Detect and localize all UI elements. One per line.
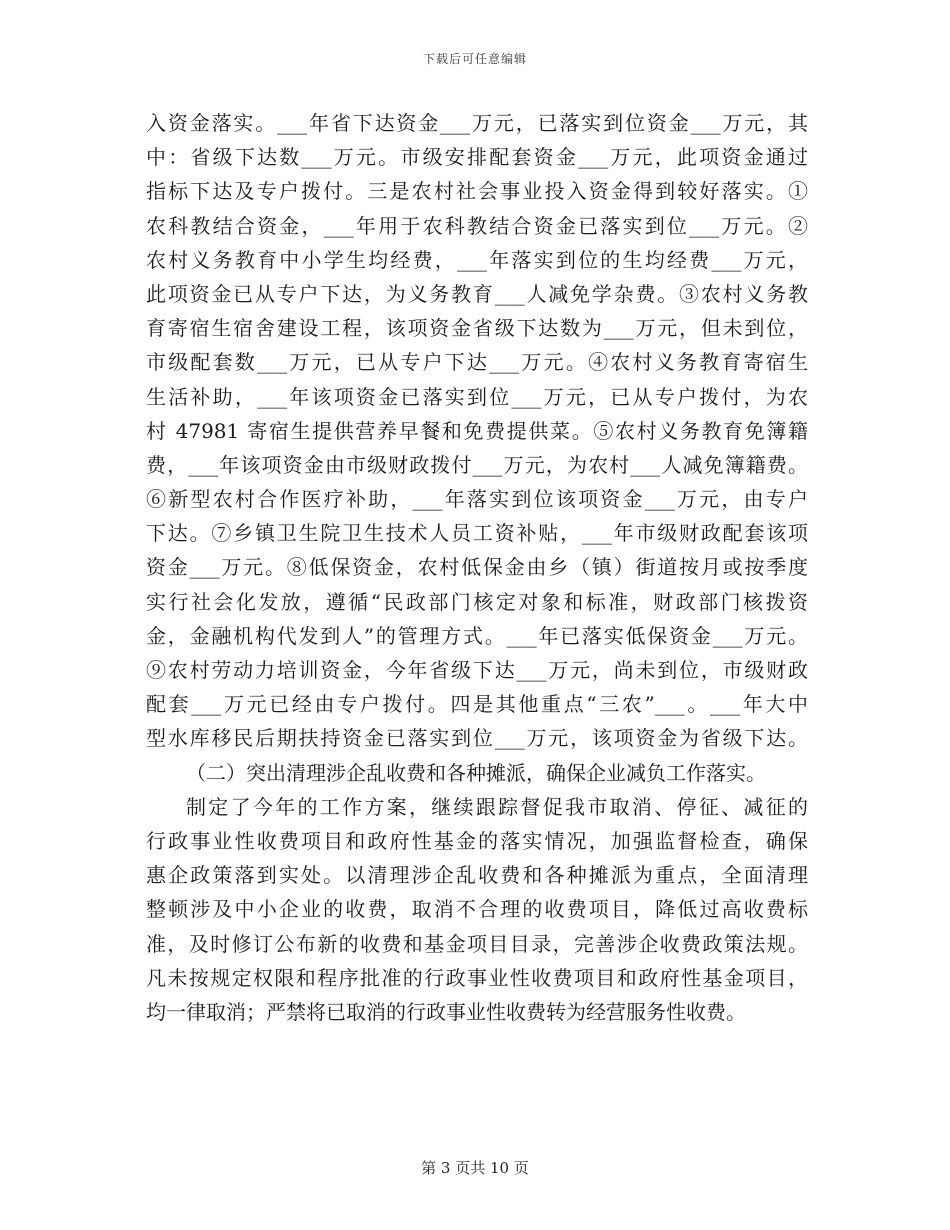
paragraph-line: 农科教结合资金，___年用于农科教结合资金已落实到位___万元。② <box>146 213 808 238</box>
paragraph-line: ⑨农村劳动力培训资金，今年省级下达___万元，尚未到位，市级财政 <box>146 658 808 682</box>
paragraph-line: 均一律取消；严禁将已取消的行政事业性收费转为经营服务性收费。 <box>146 999 746 1024</box>
paragraph-line: 制定了今年的工作方案，继续跟踪督促我市取消、停征、减征的 <box>186 794 808 819</box>
paragraph-line: 育寄宿生宿舍建设工程，该项资金省级下达数为___万元，但未到位， <box>146 316 808 341</box>
document-body <box>146 106 808 1029</box>
paragraph-line: 村 47981 寄宿生提供营养早餐和免费提供菜。⑤农村义务教育免簿籍 <box>146 418 808 443</box>
section-heading: （二）突出清理涉企乱收费和各种摊派，确保企业减负工作落实。 <box>186 760 766 785</box>
paragraph-line: 此项资金已从专户下达，为义务教育___人减免学杂费。③农村义务教 <box>146 281 808 306</box>
paragraph-line: 配套___万元已经由专户拨付。四是其他重点“三农”___。___年大中 <box>146 692 808 717</box>
paragraph-line: 准，及时修订公布新的收费和基金项目目录，完善涉企收费政策法规。 <box>146 931 808 956</box>
page-header-note: 下载后可任意编辑 <box>422 52 527 66</box>
paragraph-line: 型水库移民后期扶持资金已落实到位___万元，该项资金为省级下达。 <box>146 726 808 751</box>
paragraph-line: 指标下达及专户拨付。三是农村社会事业投入资金得到较好落实。① <box>146 179 808 204</box>
paragraph-line: 入资金落实。___年省下达资金___万元，已落实到位资金___万元，其 <box>146 111 808 135</box>
paragraph-line: 金，金融机构代发到人”的管理方式。___年已落实低保资金___万元。 <box>146 623 808 648</box>
paragraph-line: 下达。⑦乡镇卫生院卫生技术人员工资补贴，___年市级财政配套该项 <box>146 521 808 546</box>
page-number: 第 3 页共 10 页 <box>421 1159 529 1177</box>
paragraph-line: 惠企政策落到实处。以清理涉企乱收费和各种摊派为重点，全面清理 <box>146 863 808 888</box>
paragraph-line: 费，___年该项资金由市级财政拨付___万元，为农村___人减免簿籍费。 <box>146 452 808 477</box>
paragraph-line: 农村义务教育中小学生均经费，___年落实到位的生均经费___万元， <box>146 247 808 272</box>
paragraph-line: 中：省级下达数___万元。市级安排配套资金___万元，此项资金通过 <box>146 145 808 170</box>
paragraph-line: 市级配套数___万元，已从专户下达___万元。④农村义务教育寄宿生 <box>146 350 808 375</box>
paragraph-line: 实行社会化发放，遵循“民政部门核定对象和标准，财政部门核拨资 <box>146 589 808 614</box>
paragraph-line: 凡未按规定权限和程序批准的行政事业性收费项目和政府性基金项目， <box>146 965 808 990</box>
paragraph-line: 整顿涉及中小企业的收费，取消不合理的收费项目，降低过高收费标 <box>146 897 808 922</box>
paragraph-line: 生活补助，___年该项资金已落实到位___万元，已从专户拨付，为农 <box>146 384 808 409</box>
paragraph-line: ⑥新型农村合作医疗补助，___年落实到位该项资金___万元，由专户 <box>146 487 808 512</box>
paragraph-line: 行政事业性收费项目和政府性基金的落实情况，加强监督检查，确保 <box>146 828 808 853</box>
paragraph-line: 资金___万元。⑧低保资金，农村低保金由乡（镇）街道按月或按季度 <box>146 555 808 580</box>
